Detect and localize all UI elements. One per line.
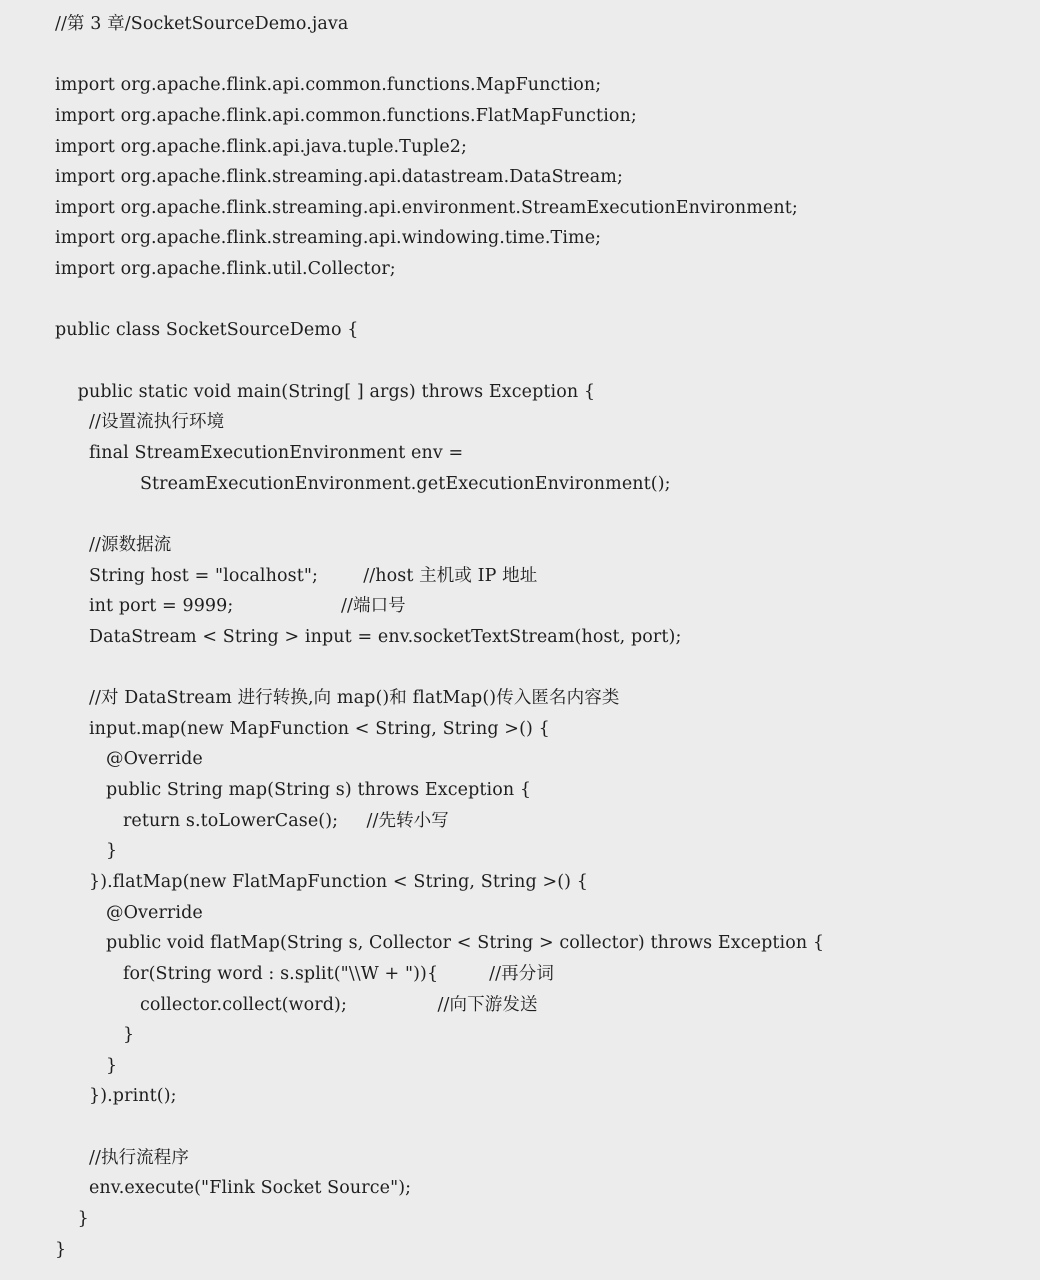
code-line-30: @Override [55,902,203,923]
code-line-2 [55,40,1024,71]
code-line-10 [55,285,1024,316]
code-line-19: String host = "localhost"; //host 主机或 IP 地址 [55,565,538,586]
code-line-1: //第 3 章/SocketSourceDemo.java [55,14,349,34]
code-line-8: import org.apache.flink.streaming.api.windowing.time.Time; [55,228,602,249]
code-line-14: //设置流执行环境 [55,412,225,433]
code-line-6: import org.apache.flink.streaming.api.datastream.DataStream; [55,167,623,188]
code-line-38: //执行流程序 [55,1147,189,1168]
code-line-24: input.map(new MapFunction < String, String >() { [55,718,550,739]
code-line-25: @Override [55,749,203,770]
code-line-11: public class SocketSourceDemo { [55,320,359,341]
code-line-28: } [55,841,118,862]
code-line-40: } [55,1208,89,1229]
code-line-5: import org.apache.flink.api.java.tuple.Tuple2; [55,136,468,157]
code-line-21: DataStream < String > input = env.socketTextStream(host, port); [55,626,682,647]
code-line-12 [55,346,1024,377]
code-line-3: import org.apache.flink.api.common.functions.MapFunction; [55,75,602,96]
code-line-41: } [55,1239,67,1260]
code-line-29: }).flatMap(new FlatMapFunction < String, String >() { [55,871,588,892]
code-line-15: final StreamExecutionEnvironment env = [55,442,464,463]
code-line-23: //对 DataStream 进行转换,向 map()和 flatMap()传入匿名内容类 [55,688,620,709]
code-line-20: int port = 9999; //端口号 [55,596,406,617]
code-line-18: //源数据流 [55,534,172,555]
code-line-26: public String map(String s) throws Exception { [55,780,532,801]
code-line-39: env.execute("Flink Socket Source"); [55,1178,412,1199]
code-line-36: }).print(); [55,1086,177,1107]
code-line-7: import org.apache.flink.streaming.api.environment.StreamExecutionEnvironment; [55,197,798,218]
code-line-32: for(String word : s.split("\\W + ")){ //再分词 [55,963,554,984]
code-line-33: collector.collect(word); //向下游发送 [55,994,538,1015]
code-line-17 [55,499,1024,530]
code-line-22 [55,652,1024,683]
code-line-13: public static void main(String[ ] args) throws Exception { [55,381,596,402]
code-line-34: } [55,1025,135,1046]
code-line-16: StreamExecutionEnvironment.getExecutionEnvironment(); [55,473,671,494]
code-line-9: import org.apache.flink.util.Collector; [55,259,396,280]
code-line-31: public void flatMap(String s, Collector < String > collector) throws Exception { [55,933,825,954]
code-line-37 [55,1112,1024,1143]
code-line-27: return s.toLowerCase(); //先转小写 [55,810,449,831]
code-line-4: import org.apache.flink.api.common.functions.FlatMapFunction; [55,105,637,126]
code-line-35: } [55,1055,118,1076]
